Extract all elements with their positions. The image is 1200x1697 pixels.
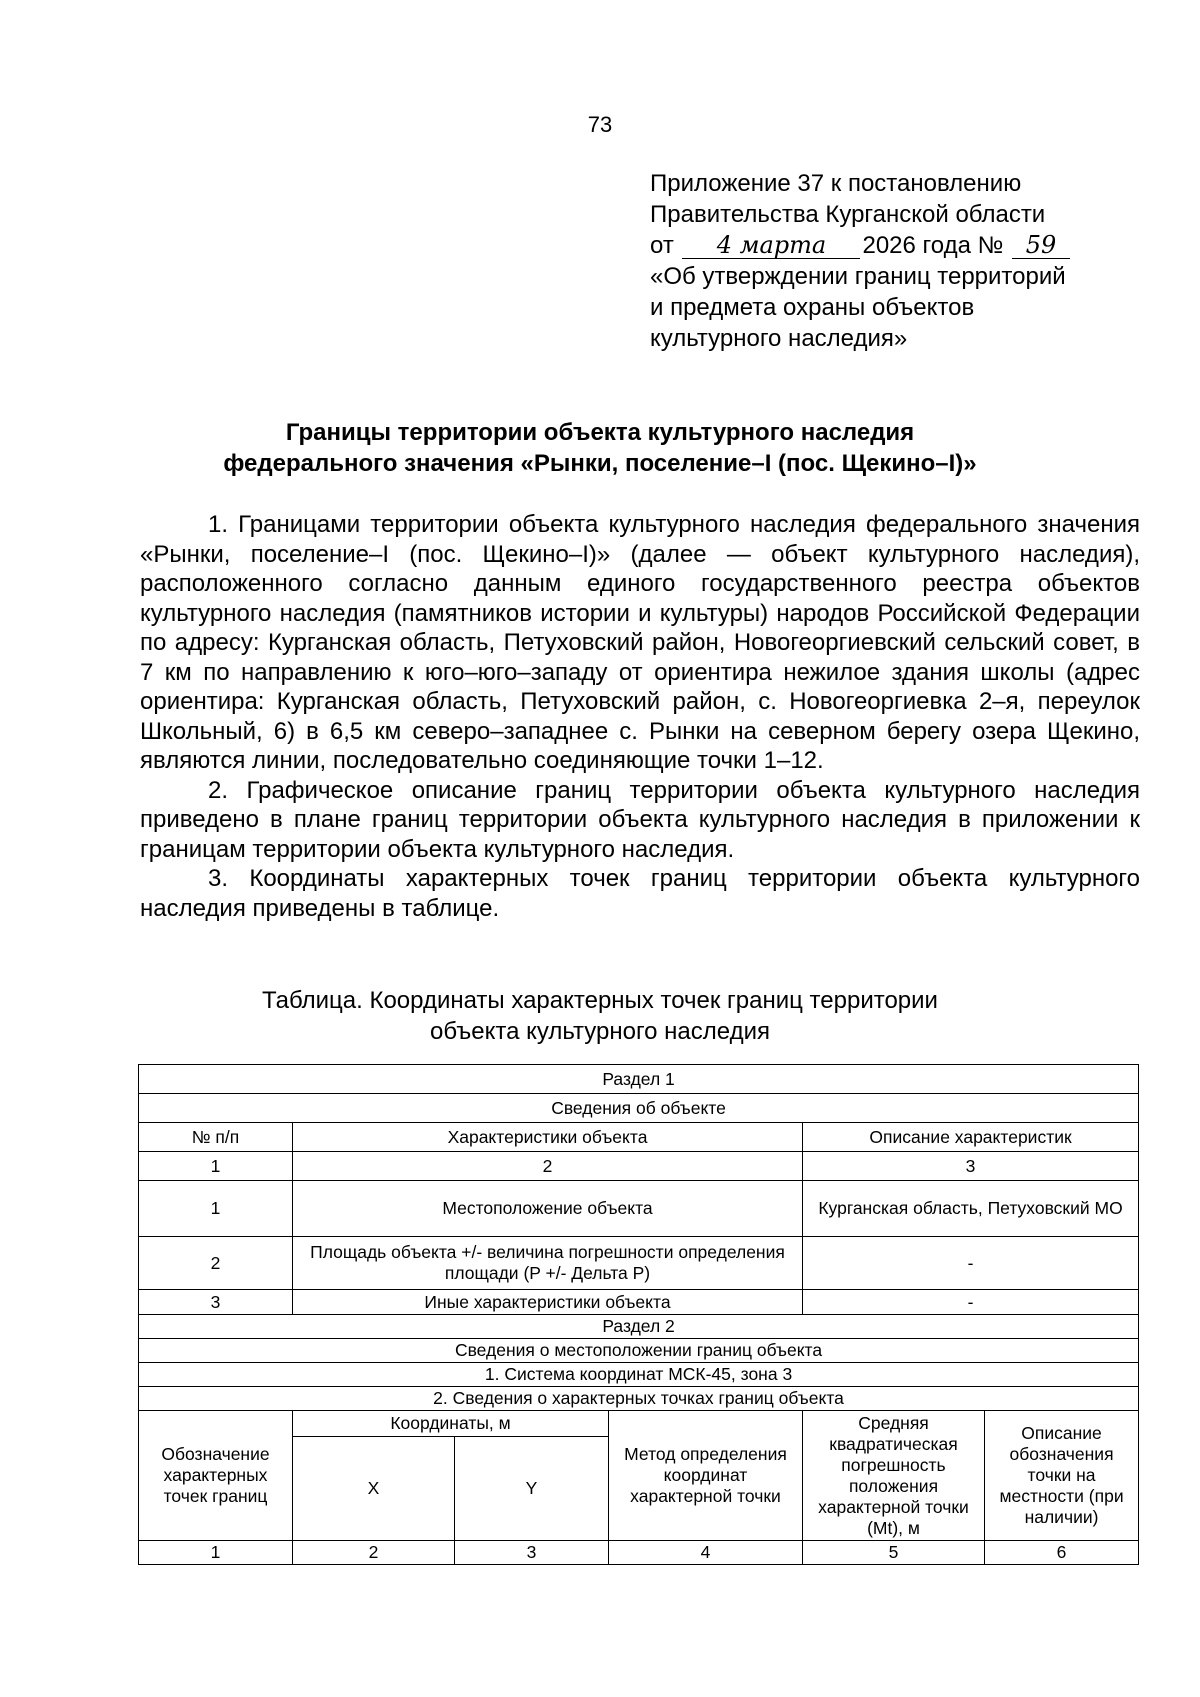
date-suffix: 2026 года № (862, 232, 1004, 259)
date-prefix: от (650, 232, 674, 259)
paragraph-1: 1. Границами территории объекта культурного наследия федерального значения «Рынки, поселение–I (пос. Щекино–I)» (далее — объект культурного наследия), расположенного согласно данным единого государственного реестра объектов культурного наследия (памятников истории и культуры) народов Российской Федерации по адресу: Курганская область, Петуховский район, Новогеоргиевский сельский совет, в 7 км по направлению к юго–юго–западу от ориентира нежилое здания школы (адрес ориентира: Курганская область, Петуховский район, с. Новогеоргиевка 2–я, переулок Школьный, 6) в 6,5 км северо–западнее с. Рынки на северном берегу озера Щекино, являются линии, последовательно соединяющие точки 1–12. (140, 511, 1140, 774)
table-row (139, 1237, 1139, 1290)
header-designation: Обозначение характерных точек границ (139, 1411, 293, 1541)
appendix-line-6: культурного наследия» (650, 325, 908, 352)
header-number-2: 2 (293, 1152, 803, 1181)
row-description: Курганская область, Петуховский МО (803, 1181, 1139, 1237)
row-description: - (803, 1290, 1139, 1315)
body-text (140, 510, 1140, 923)
table-caption-line-2: объекта культурного наследия (429, 1018, 771, 1045)
section-2-title: Сведения о местоположении границ объекта (139, 1339, 1139, 1363)
header-x: X (293, 1437, 455, 1541)
section-2-header: Раздел 2 (139, 1315, 1139, 1339)
row-num: 2 (139, 1237, 293, 1290)
section-1-header: Раздел 1 (139, 1065, 1139, 1094)
row-num: 3 (139, 1290, 293, 1315)
document-title (0, 417, 1200, 479)
header-method: Метод определения координат характерной точки (609, 1411, 803, 1541)
header-number-3: 3 (803, 1152, 1139, 1181)
page-number: 73 (587, 112, 613, 137)
title-line-2: федерального значения «Рынки, поселение–I (пос. Щекино–I)» (223, 450, 977, 477)
appendix-date-line (650, 230, 1170, 261)
appendix-line-2: Правительства Курганской области (650, 201, 1046, 228)
header-characteristic: Характеристики объекта (293, 1123, 803, 1152)
coordinates-table (138, 1064, 1139, 1565)
row-characteristic: Площадь объекта +/- величина погрешности определения площади (P +/- Дельта P) (293, 1237, 803, 1290)
header-coordinates: Координаты, м (293, 1411, 609, 1437)
points-number-1: 1 (139, 1541, 293, 1565)
table-caption (0, 985, 1200, 1047)
coordinate-system: 1. Система координат МСК-45, зона 3 (139, 1363, 1139, 1387)
appendix-line-4: «Об утверждении границ территорий (650, 263, 1066, 290)
row-characteristic: Местоположение объекта (293, 1181, 803, 1237)
header-num: № п/п (139, 1123, 293, 1152)
row-characteristic: Иные характеристики объекта (293, 1290, 803, 1315)
points-number-6: 6 (985, 1541, 1139, 1565)
points-title: 2. Сведения о характерных точках границ объекта (139, 1387, 1139, 1411)
row-description: - (803, 1237, 1139, 1290)
appendix-line-5: и предмета охраны объектов (650, 294, 975, 321)
handwritten-date: 4 марта (682, 232, 860, 259)
points-number-5: 5 (803, 1541, 985, 1565)
handwritten-number: 59 (1012, 232, 1070, 259)
points-number-3: 3 (455, 1541, 609, 1565)
appendix-block (650, 168, 1170, 354)
header-point-description: Описание обозначения точки на местности (при наличии) (985, 1411, 1139, 1541)
header-number-1: 1 (139, 1152, 293, 1181)
header-description: Описание характеристик (803, 1123, 1139, 1152)
table-row (139, 1181, 1139, 1237)
table-caption-line-1: Таблица. Координаты характерных точек границ территории (262, 987, 938, 1014)
row-num: 1 (139, 1181, 293, 1237)
appendix-line-1: Приложение 37 к постановлению (650, 170, 1022, 197)
title-line-1: Границы территории объекта культурного наследия (285, 419, 915, 446)
points-number-2: 2 (293, 1541, 455, 1565)
paragraph-3: 3. Координаты характерных точек границ территории объекта культурного наследия приведены в таблице. (140, 865, 1140, 922)
points-number-4: 4 (609, 1541, 803, 1565)
header-error: Средняя квадратическая погрешность положения характерной точки (Mt), м (803, 1411, 985, 1541)
section-1-title: Сведения об объекте (139, 1094, 1139, 1123)
paragraph-2: 2. Графическое описание границ территории объекта культурного наследия приведено в плане границ территории объекта культурного наследия в приложении к границам территории объекта культурного наследия. (140, 776, 1140, 863)
table-row (139, 1290, 1139, 1315)
header-y: Y (455, 1437, 609, 1541)
